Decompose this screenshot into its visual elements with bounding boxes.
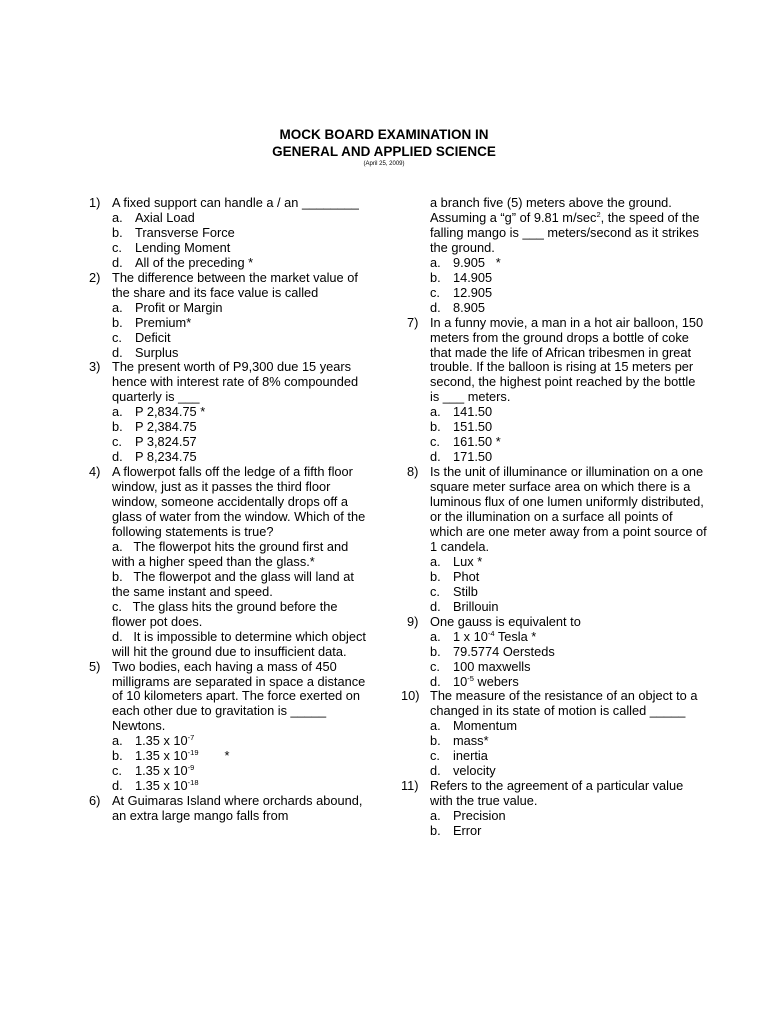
option-d (430, 450, 707, 465)
option-text: P 3,824.57 (135, 434, 197, 450)
question-number: 3) (89, 359, 101, 375)
options-list (112, 540, 374, 660)
exam-date: (April 25, 2009) (363, 161, 405, 167)
question-stem: One gauss is equivalent to (430, 613, 581, 629)
option-a (430, 405, 707, 420)
option-text: Surplus (135, 344, 179, 360)
option-letter: b. (112, 314, 123, 330)
option-text: 14.905 (453, 269, 493, 285)
question-stem: The measure of the resistance of an object to a changed in its state of motion is called _____ (430, 688, 698, 719)
option-text: Brillouin (453, 598, 499, 614)
option-d (430, 675, 707, 690)
option-c (112, 331, 374, 346)
option-c (430, 749, 707, 764)
option-letter: a. (430, 718, 441, 734)
option-b (430, 734, 707, 749)
option-b (112, 420, 374, 435)
question-number: 9) (407, 613, 419, 629)
option-letter: d. (430, 763, 441, 779)
option-c (430, 660, 707, 675)
option-c (430, 585, 707, 600)
option-text: P 2,834.75 * (135, 404, 206, 420)
option-b (430, 271, 707, 286)
options-list (430, 630, 707, 690)
option-text: The flowerpot hits the ground first and with a higher speed than the glass.* (112, 538, 349, 569)
question-6-start (89, 794, 374, 824)
option-c (430, 435, 707, 450)
option-a (430, 630, 707, 645)
option-a (112, 405, 374, 420)
option-c (112, 764, 374, 779)
option-letter: a. (112, 733, 123, 749)
option-a (430, 555, 707, 570)
exam-title-line-1: MOCK BOARD EXAMINATION IN (279, 127, 489, 142)
option-text: All of the preceding * (135, 254, 254, 270)
option-letter: b. (430, 823, 441, 839)
option-c (112, 600, 374, 630)
option-text: P 2,384.75 (135, 419, 197, 435)
option-letter: c. (112, 434, 122, 450)
question-stem: At Guimaras Island where orchards abound, an extra large mango falls from (112, 793, 363, 824)
option-text: Deficit (135, 329, 171, 345)
option-suffix: webers (473, 673, 519, 689)
option-text: 79.5774 Oersteds (453, 643, 555, 659)
option-text: 161.50 * (453, 434, 501, 450)
answer-mark: * (224, 748, 230, 764)
option-letter: d. (112, 628, 123, 644)
option-exponent: -7 (187, 733, 195, 743)
option-letter: d. (112, 254, 123, 270)
option-letter: b. (430, 419, 441, 435)
question-stem: Two bodies, each having a mass of 450 milligrams are separated in space a distance of 10 kilometers apart. The force exerted on each other due to gravitation is _____ Newtons. (112, 658, 366, 734)
option-exponent: -18 (187, 778, 199, 788)
exam-title-line-2: GENERAL AND APPLIED SCIENCE (272, 144, 496, 159)
option-letter: c. (112, 239, 122, 255)
option-exponent: -5 (467, 673, 474, 683)
question-number: 7) (407, 314, 419, 330)
option-b (430, 824, 707, 839)
option-exponent: -19 (187, 748, 199, 758)
question-4 (89, 465, 374, 659)
option-letter: b. (430, 733, 441, 749)
option-letter: a. (112, 299, 123, 315)
option-b (112, 226, 374, 241)
option-letter: b. (112, 224, 123, 240)
question-stem-continued (430, 196, 707, 256)
option-text: The glass hits the ground before the flower pot does. (112, 598, 338, 629)
option-text: 151.50 (453, 419, 493, 435)
option-letter: a. (112, 209, 123, 225)
option-text: 100 maxwells (453, 658, 531, 674)
option-base: 1.35 x 10 (135, 733, 188, 749)
option-text: Phot (453, 568, 480, 584)
option-letter: c. (112, 598, 122, 614)
option-letter: a. (430, 808, 441, 824)
option-text: Premium* (135, 314, 192, 330)
option-d (112, 630, 374, 660)
option-text: 8.905 (453, 299, 486, 315)
option-letter: c. (430, 434, 440, 450)
question-stem: A fixed support can handle a / an ________ (112, 195, 359, 210)
question-stem: Is the unit of illuminance or illumination on a one square meter surface area on which there is a luminous flux of one lumen uniformly distributed, or the illumination on a surface all points of which are one meter away from a point source of 1 candela. (430, 464, 707, 554)
option-c (430, 286, 707, 301)
options-list (430, 555, 707, 615)
option-b (430, 420, 707, 435)
option-base: 1.35 x 10 (135, 763, 188, 779)
option-letter: b. (430, 269, 441, 285)
question-number: 10) (401, 688, 420, 704)
option-a (112, 211, 374, 226)
option-letter: c. (430, 284, 440, 300)
question-stem: A flowerpot falls off the ledge of a fifth floor window, just as it passes the third floor window, someone accidentally drops off a glass of water from the window. Which of the following statements is true? (112, 464, 366, 539)
option-b (430, 570, 707, 585)
stem-text: , the speed of the falling mango is ___ meters/second as it strikes the ground. (430, 209, 700, 255)
option-letter: d. (112, 344, 123, 360)
question-number: 6) (89, 793, 101, 809)
option-suffix: Tesla * (494, 628, 537, 644)
option-d (112, 779, 374, 794)
option-text: Precision (453, 808, 506, 824)
option-a (430, 719, 707, 734)
option-letter: d. (430, 449, 441, 465)
option-text: Lux * (453, 553, 483, 569)
question-2 (89, 271, 374, 361)
option-text: mass* (453, 733, 489, 749)
options-list (430, 719, 707, 779)
options-list (430, 256, 707, 316)
option-base: 10 (453, 673, 468, 689)
option-text: Error (453, 823, 482, 839)
options-list (430, 809, 707, 839)
right-column (401, 195, 707, 839)
option-text: Stilb (453, 583, 478, 599)
option-letter: a. (430, 404, 441, 420)
option-text: velocity (453, 763, 496, 779)
option-b (112, 316, 374, 331)
option-c (112, 241, 374, 256)
question-7 (407, 316, 707, 466)
option-letter: d. (430, 299, 441, 315)
option-letter: a. (430, 628, 441, 644)
question-number: 8) (407, 464, 419, 480)
options-list (112, 405, 374, 465)
question-number: 5) (89, 658, 101, 674)
option-d (430, 764, 707, 779)
stem-exponent: 2 (596, 209, 601, 219)
option-letter: c. (112, 763, 122, 779)
option-text: Profit or Margin (135, 299, 223, 315)
option-letter: a. (430, 553, 441, 569)
option-text: 9.905 * (453, 254, 501, 270)
option-b (112, 749, 374, 764)
option-text: 12.905 (453, 284, 493, 300)
question-number: 4) (89, 464, 101, 480)
option-text: 171.50 (453, 449, 493, 465)
option-letter: b. (112, 748, 123, 764)
option-exponent: -4 (487, 628, 495, 638)
option-letter: c. (430, 583, 440, 599)
option-d (430, 301, 707, 316)
option-text: 141.50 (453, 404, 493, 420)
option-b (112, 570, 374, 600)
option-d (112, 256, 374, 271)
option-text: Lending Moment (135, 239, 231, 255)
option-letter: d. (112, 449, 123, 465)
option-b (430, 645, 707, 660)
option-letter: b. (430, 568, 441, 584)
option-letter: c. (430, 658, 440, 674)
option-a (112, 734, 374, 749)
stem-text: a branch five (5) meters above the ground. Assuming a “g” of 9.81 m/sec (430, 195, 672, 225)
option-exponent: -9 (187, 763, 195, 773)
option-d (430, 600, 707, 615)
question-stem: The difference between the market value of the share and its face value is called (112, 269, 358, 300)
option-a (430, 809, 707, 824)
option-letter: d. (112, 778, 123, 794)
option-base: 1.35 x 10 (135, 778, 188, 794)
options-list (112, 211, 374, 271)
question-stem: Refers to the agreement of a particular value with the true value. (430, 778, 684, 809)
question-8 (407, 465, 707, 615)
question-11 (401, 778, 707, 839)
option-letter: d. (430, 673, 441, 689)
option-letter: d. (430, 598, 441, 614)
option-base: 1 x 10 (453, 628, 488, 644)
option-letter: b. (112, 419, 123, 435)
option-d (112, 450, 374, 465)
option-text: It is impossible to determine which object will hit the ground due to insufficient data. (112, 628, 366, 659)
options-list (112, 734, 374, 794)
question-1 (89, 196, 374, 271)
exam-header (0, 126, 768, 168)
question-3 (89, 360, 374, 465)
option-letter: a. (430, 254, 441, 270)
question-number: 2) (89, 269, 101, 285)
question-10 (401, 688, 707, 779)
option-a (112, 301, 374, 316)
question-number: 11) (401, 778, 419, 794)
option-a (112, 540, 374, 570)
question-5 (89, 660, 374, 795)
option-letter: a. (112, 404, 123, 420)
option-base: 1.35 x 10 (135, 748, 188, 764)
question-9 (407, 615, 707, 690)
options-list (430, 405, 707, 465)
question-stem: The present worth of P9,300 due 15 years hence with interest rate of 8% compounded quarterly is ___ (112, 359, 359, 405)
option-c (112, 435, 374, 450)
option-letter: b. (112, 568, 123, 584)
options-list (112, 301, 374, 361)
option-text: Momentum (453, 718, 518, 734)
question-6-continued (407, 196, 707, 316)
question-stem: In a funny movie, a man in a hot air balloon, 150 meters from the ground drops a bottle of coke that made the life of African tribesmen in great trouble. If the balloon is rising at 15 meters per second, the highest point reached by the bottle is ___ meters. (430, 314, 704, 405)
question-number: 1) (89, 195, 101, 210)
option-letter: c. (430, 748, 440, 764)
option-letter: c. (112, 329, 122, 345)
option-text: Transverse Force (135, 224, 235, 240)
option-letter: a. (112, 538, 123, 554)
option-d (112, 346, 374, 361)
option-text: Axial Load (135, 209, 195, 225)
option-text: The flowerpot and the glass will land at the same instant and speed. (112, 568, 354, 599)
option-letter: b. (430, 643, 441, 659)
left-column (89, 196, 374, 824)
option-a (430, 256, 707, 271)
option-text: inertia (453, 748, 488, 764)
option-text: P 8,234.75 (135, 449, 197, 465)
